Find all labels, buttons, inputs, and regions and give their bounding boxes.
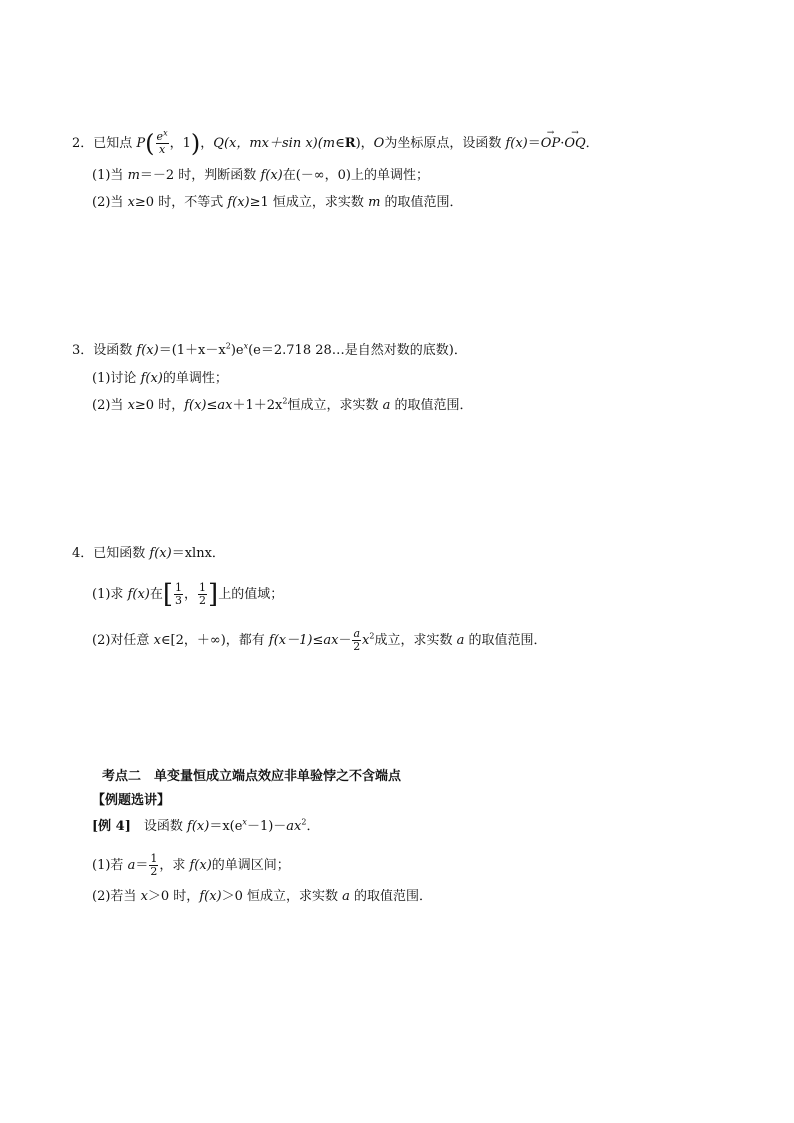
q2-eq: ＝ bbox=[527, 136, 541, 151]
q4-p2-x2: x bbox=[362, 633, 370, 648]
q3-square: 2 bbox=[225, 341, 231, 351]
q2-one: 1 bbox=[182, 136, 191, 151]
q3-p2-f2: 的取值范围． bbox=[390, 398, 473, 413]
q4-frac-den-2: 2 bbox=[199, 594, 207, 607]
q4-stem bbox=[72, 546, 225, 562]
q2-p2-b: ≥0 时，不等式 bbox=[134, 195, 228, 210]
q2-point-p: P bbox=[136, 136, 146, 151]
q3-p2-a-var: a bbox=[382, 398, 391, 413]
example-p2-x: x bbox=[140, 889, 148, 904]
example-p1-c: ，求 bbox=[159, 858, 190, 873]
q4-p2-d: 成立，求实数 bbox=[374, 633, 457, 648]
example-p1-eq: ＝ bbox=[135, 858, 149, 873]
example-p2-d: 的取值范围． bbox=[349, 889, 433, 904]
example-text-1: 设函数 bbox=[130, 819, 188, 834]
q3-p2-b: ≥0 时， bbox=[134, 398, 185, 413]
q2-vector-oq: → OQ bbox=[564, 136, 585, 152]
q3-p2-e: 恒成立，求实数 bbox=[287, 398, 383, 413]
q3-exp: x bbox=[243, 341, 249, 351]
example-period: ． bbox=[306, 819, 320, 834]
q3-part-2 bbox=[92, 398, 473, 414]
example-p2-f: f(x) bbox=[199, 889, 222, 904]
q4-p2-a: (2)对任意 bbox=[92, 633, 154, 648]
q4-frac-half bbox=[198, 582, 207, 607]
q2-text-2: ， bbox=[200, 136, 214, 151]
q3-text-4: (e＝2.718 28…是自然对数的底数)． bbox=[248, 343, 467, 358]
q2-p2-m: m bbox=[368, 195, 381, 210]
example-p2-var: a bbox=[342, 889, 350, 904]
q2-p1-b: ＝－2 时，判断函数 bbox=[139, 168, 261, 183]
q2-frac-den: x bbox=[158, 143, 166, 156]
q2-fraction bbox=[156, 128, 169, 156]
q4-p2-minus: － bbox=[338, 633, 352, 648]
q3-p1-b: 的单调性； bbox=[162, 371, 228, 386]
example-fx: f(x) bbox=[187, 819, 210, 834]
q4-p2-x: x bbox=[153, 633, 161, 648]
q4-frac-num-2: 1 bbox=[199, 581, 207, 594]
q2-p1-m: m bbox=[127, 168, 140, 183]
example-p1-num: 1 bbox=[150, 852, 158, 865]
section-title: 考点二 单变量恒成立端点效应非单验悖之不含端点 bbox=[102, 769, 402, 784]
q2-frac-e: e bbox=[156, 130, 164, 143]
q2-lparen: ( bbox=[145, 129, 155, 158]
q4-rbracket: ] bbox=[208, 579, 219, 610]
q3-p1-a: (1)讨论 bbox=[92, 371, 141, 386]
q2-comma: ， bbox=[169, 136, 183, 151]
example-square: 2 bbox=[301, 817, 307, 827]
q3-p2-square: 2 bbox=[282, 396, 288, 406]
q2-number: 2． bbox=[72, 136, 94, 151]
example-label: [例 4] bbox=[92, 819, 131, 834]
q2-p2-x: x bbox=[127, 195, 135, 210]
q2-p1-a: (1)当 bbox=[92, 168, 128, 183]
q2-dot: · bbox=[560, 136, 565, 151]
q4-p2-b: ∈[2，＋∞)，都有 bbox=[160, 633, 269, 648]
q2-text-1: 已知点 bbox=[93, 136, 137, 151]
q2-point-q: Q bbox=[213, 136, 224, 151]
q3-p1-f: f(x) bbox=[140, 371, 163, 386]
q4-frac-num-1: 1 bbox=[175, 581, 183, 594]
q3-p2-d: ＋1＋2x bbox=[232, 398, 283, 413]
q2-fx: f(x) bbox=[505, 136, 528, 151]
q2-p2-f: f(x) bbox=[227, 195, 250, 210]
example-p1-var: a bbox=[127, 858, 136, 873]
q3-p2-x: x bbox=[127, 398, 135, 413]
q4-comma: ， bbox=[184, 587, 198, 602]
example-p1-a: (1)若 bbox=[92, 858, 128, 873]
q2-p2-a: (2)当 bbox=[92, 195, 128, 210]
q2-part-1 bbox=[92, 168, 429, 184]
q4-p2-f: f(x－1) bbox=[268, 633, 313, 648]
q4-p2-square: 2 bbox=[369, 631, 375, 641]
q4-part-1 bbox=[92, 579, 284, 610]
q2-period: ． bbox=[585, 136, 599, 151]
q2-stem bbox=[72, 128, 599, 158]
q2-p1-c: 在(－∞，0)上的单调性； bbox=[282, 168, 429, 183]
example-text-3: －1)－ bbox=[246, 819, 287, 834]
q2-frac-sup: x bbox=[163, 128, 168, 138]
example-4-part-2 bbox=[92, 889, 432, 905]
example-p1-den: 2 bbox=[150, 865, 158, 878]
example-p2-c: ＞0 恒成立，求实数 bbox=[221, 889, 343, 904]
q3-p2-c: ≤ bbox=[206, 398, 218, 413]
example-4-stem bbox=[92, 819, 319, 835]
q4-p2-a-var: a bbox=[456, 633, 465, 648]
q4-p2-e: 的取值范围． bbox=[464, 633, 547, 648]
example-p2-a: (2)若当 bbox=[92, 889, 141, 904]
q2-rparen: ) bbox=[190, 129, 201, 158]
q4-part-2 bbox=[92, 628, 547, 653]
q3-stem bbox=[72, 343, 467, 359]
example-p2-b: ＞0 时， bbox=[147, 889, 200, 904]
example-p1-frac bbox=[149, 853, 158, 878]
q3-p2-f: f(x) bbox=[184, 398, 207, 413]
q2-reals: R bbox=[344, 136, 356, 151]
q4-p1-f: f(x) bbox=[127, 587, 150, 602]
example-p1-d: 的单调区间； bbox=[211, 858, 290, 873]
q4-lbracket: [ bbox=[162, 579, 174, 610]
q2-q-args: (x，mx＋sin x)(m∈ bbox=[223, 136, 345, 151]
q4-p2-frac-den: 2 bbox=[353, 640, 361, 653]
example-exp: x bbox=[242, 817, 247, 827]
q3-fx: f(x) bbox=[136, 343, 159, 358]
q2-vector-op: → OP bbox=[541, 136, 560, 152]
q4-p2-c: ≤ bbox=[312, 633, 324, 648]
example-text-2: ＝x(e bbox=[209, 819, 243, 834]
q4-text-1: 已知函数 bbox=[93, 546, 150, 561]
q3-text-3: )e bbox=[230, 343, 244, 358]
q3-p2-ax: ax bbox=[217, 398, 233, 413]
q3-number: 3． bbox=[72, 343, 94, 358]
q4-p2-frac bbox=[352, 628, 361, 653]
q4-p1-a: (1)求 bbox=[92, 587, 128, 602]
section-subtitle: 【例题选讲】 bbox=[92, 793, 171, 808]
q4-fx: f(x) bbox=[149, 546, 172, 561]
q2-p1-f: f(x) bbox=[260, 168, 283, 183]
q3-text-1: 设函数 bbox=[93, 343, 137, 358]
q4-frac-den-3: 3 bbox=[175, 594, 183, 607]
q2-text-4: 为坐标原点，设函数 bbox=[384, 136, 506, 151]
q2-text-3: )， bbox=[355, 136, 374, 151]
q4-p2-ax: ax bbox=[323, 633, 339, 648]
example-p1-f: f(x) bbox=[189, 858, 212, 873]
q4-p1-b: 在 bbox=[149, 587, 163, 602]
example-ax: ax bbox=[286, 819, 302, 834]
q2-p2-d: 的取值范围． bbox=[380, 195, 463, 210]
q3-p2-a: (2)当 bbox=[92, 398, 128, 413]
q2-p2-c: ≥1 恒成立，求实数 bbox=[249, 195, 369, 210]
q2-part-2 bbox=[92, 195, 463, 211]
q4-text-2: ＝xlnx． bbox=[171, 546, 225, 561]
q2-origin: O bbox=[373, 136, 385, 151]
q4-p2-frac-num: a bbox=[353, 627, 361, 640]
example-4-part-1 bbox=[92, 853, 290, 878]
q3-text-2: ＝(1＋x－x bbox=[158, 343, 226, 358]
q4-frac-third bbox=[174, 582, 183, 607]
q4-p1-c: 上的值域； bbox=[218, 587, 284, 602]
q3-part-1 bbox=[92, 371, 228, 387]
q4-number: 4． bbox=[72, 546, 94, 561]
